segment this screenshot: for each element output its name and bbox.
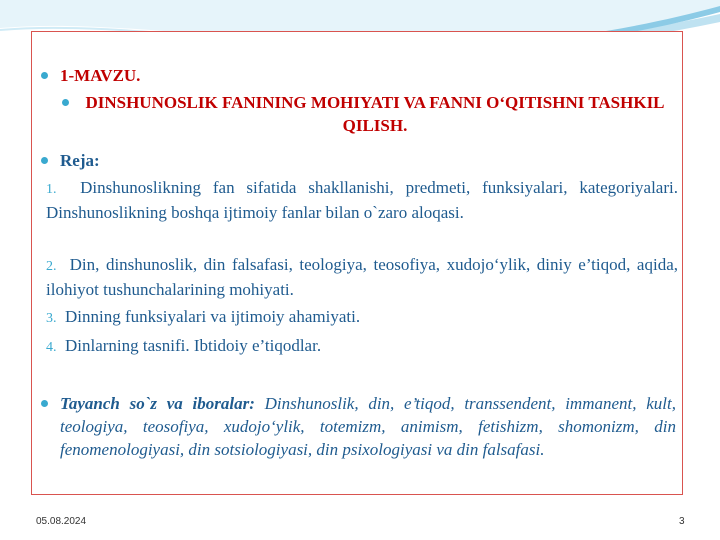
- bullet-icon: [41, 157, 48, 164]
- plan-item-text: Dinning funksiyalari va ijtimoiy ahamiyati.: [65, 307, 361, 326]
- plan-item-text: Dinshunoslikning fan sifatida shakllanishi, predmeti, funksiyalari, kategoriyalari. Dinshunoslikning boshqa ijtimoiy fanlar bilan o`zaro aloqasi.: [46, 178, 678, 222]
- plan-item-number: 4.: [46, 340, 57, 355]
- plan-item-text: Din, dinshunoslik, din falsafasi, teologiya, teosofiya, xudojo‘ylik, diniy e’tiqod, aqida, ilohiyot tushunchalarining mohiyati.: [46, 255, 678, 299]
- bullet-icon: [41, 72, 48, 79]
- bullet-icon: [41, 400, 48, 407]
- plan-item-text: Dinlarning tasnifi. Ibtidoiy e’tiqodlar.: [65, 336, 322, 355]
- plan-item-1: [46, 176, 678, 224]
- plan-item-number: 2.: [46, 259, 57, 274]
- keywords-label: Tayanch so`z va iboralar:: [60, 394, 255, 413]
- plan-item-4: [46, 334, 678, 359]
- bullet-icon: [62, 99, 69, 106]
- footer-date: 05.08.2024: [36, 516, 87, 527]
- keywords-text: Dinshunoslik, din, e’tiqod, transsendent, immanent, kult, teologiya, teosofiya, xudojo‘ylik, totemizm, animism, fetishizm, shomonizm, din fenomenologiyasi, din sotsiologiyasi, din psixologiyasi va din falsafasi.: [60, 394, 676, 459]
- plan-item-2: [46, 253, 678, 301]
- topic-heading: 1-MAVZU.: [60, 66, 141, 85]
- page-number: 3: [679, 516, 685, 527]
- plan-label: Reja:: [60, 151, 100, 170]
- plan-item-number: 3.: [46, 311, 57, 326]
- plan-item-3: [46, 305, 678, 330]
- slide-title: DINSHUNOSLIK FANINING MOHIYATI VA FANNI O‘QITISHNI TASHKIL QILISH.: [85, 93, 665, 135]
- plan-item-number: 1.: [46, 182, 57, 197]
- keywords-paragraph: [60, 392, 676, 461]
